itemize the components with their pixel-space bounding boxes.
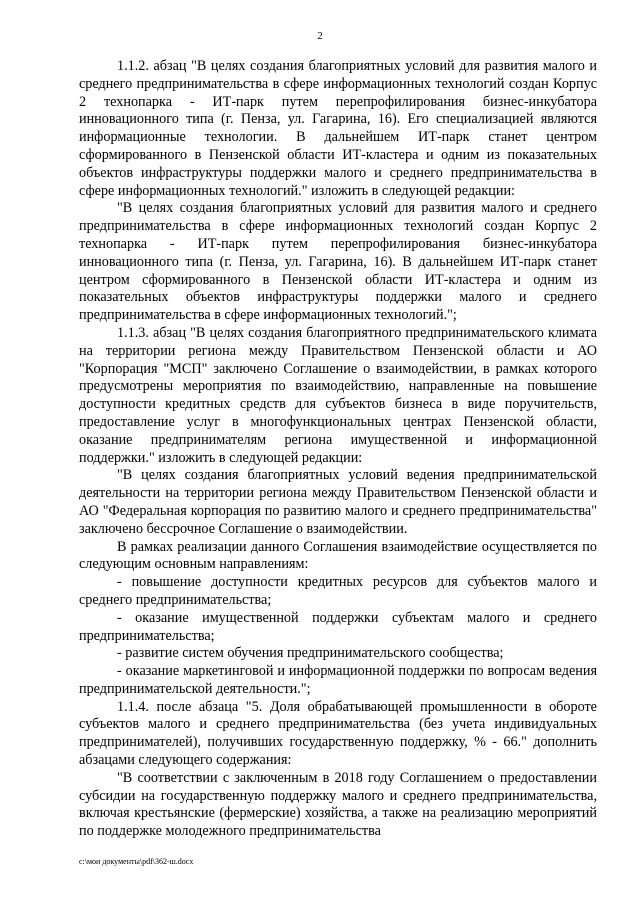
list-item-credit: - повышение доступности кредитных ресурсов для субъектов малого и среднего предпринимательства; [79, 574, 597, 608]
paragraph-1-1-2: 1.1.2. абзац "В целях создания благоприятных условий для развития малого и среднего предпринимательства в сфере информационных технологий создан Корпус 2 технопарка - ИТ-парк путем перепрофилирования бизнес-инкубатора инновационного типа (г. Пенза, ул. Гагарина, 16). Его специализацией являются информационные технологии. В дальнейшем ИТ-парк станет центром сформированного в Пензенской области ИТ-кластера и одним из показательных объектов инфраструктуры поддержки малого и среднего предпринимательства в сфере информационных технологий." изложить в следующей редакции: [79, 58, 597, 199]
document-body [79, 58, 597, 841]
paragraph-quote-it-park: "В целях создания благоприятных условий для развития малого и среднего предпринимательства в сфере информационных технологий создан Корпус 2 технопарка - ИТ-парк путем перепрофилирования бизнес-инкубатора инновационного типа (г. Пенза, ул. Гагарина, 16). В дальнейшем ИТ-парк станет центром сформированного в Пензенской области ИТ-кластера и одним из показательных объектов инфраструктуры поддержки малого и среднего предпринимательства в сфере информационных технологий."; [79, 200, 597, 324]
footer-file-path: c:\мои документы\pdf\362-ш.docx [79, 857, 194, 866]
paragraph-1-1-4: 1.1.4. после абзаца "5. Доля обрабатывающей промышленности в обороте субъектов малого и среднего предпринимательства (без учета индивидуальных предпринимателей), получивших государственную поддержку, % - 66." дополнить абзацами следующего содержания: [79, 698, 597, 769]
paragraph-quote-agreement: "В целях создания благоприятных условий ведения предпринимательской деятельности на территории региона между Правительством Пензенской области и АО "Федеральная корпорация по развитию малого и среднего предпринимательства" заключено бессрочное Соглашение о взаимодействии. [79, 467, 597, 537]
list-item-marketing: - оказание маркетинговой и информационной поддержки по вопросам ведения предпринимательской деятельности."; [79, 663, 597, 697]
list-item-training: - развитие систем обучения предпринимательского сообщества; [117, 645, 504, 662]
paragraph-quote-subsidy: "В соответствии с заключенным в 2018 году Соглашением о предоставлении субсидии на государственную поддержку малого и среднего предпринимательства, включая крестьянские (фермерские) хозяйства, а также на реализацию мероприятий по поддержке молодежного предпринимательства [79, 769, 597, 840]
list-item-property: - оказание имущественной поддержки субъектам малого и среднего предпринимательства; [79, 609, 597, 644]
paragraph-1-1-3: 1.1.3. абзац "В целях создания благоприятного предпринимательского климата на территории региона между Правительством Пензенской области и АО "Корпорация "МСП" заключено Соглашение о взаимодействии, в рамках которого предусмотрены мероприятия по взаимодействию, направленные на повышение доступности кредитных средств для субъектов бизнеса в виде поручительств, предоставление услуг в многофункциональных центрах Пензенской области, оказание предпринимателям региона имущественной и информационной поддержки." изложить в следующей редакции: [79, 324, 597, 466]
paragraph-directions-intro: В рамках реализации данного Соглашения взаимодействие осуществляется по следующим основным направлениям: [79, 538, 597, 573]
page-number: 2 [317, 30, 323, 42]
